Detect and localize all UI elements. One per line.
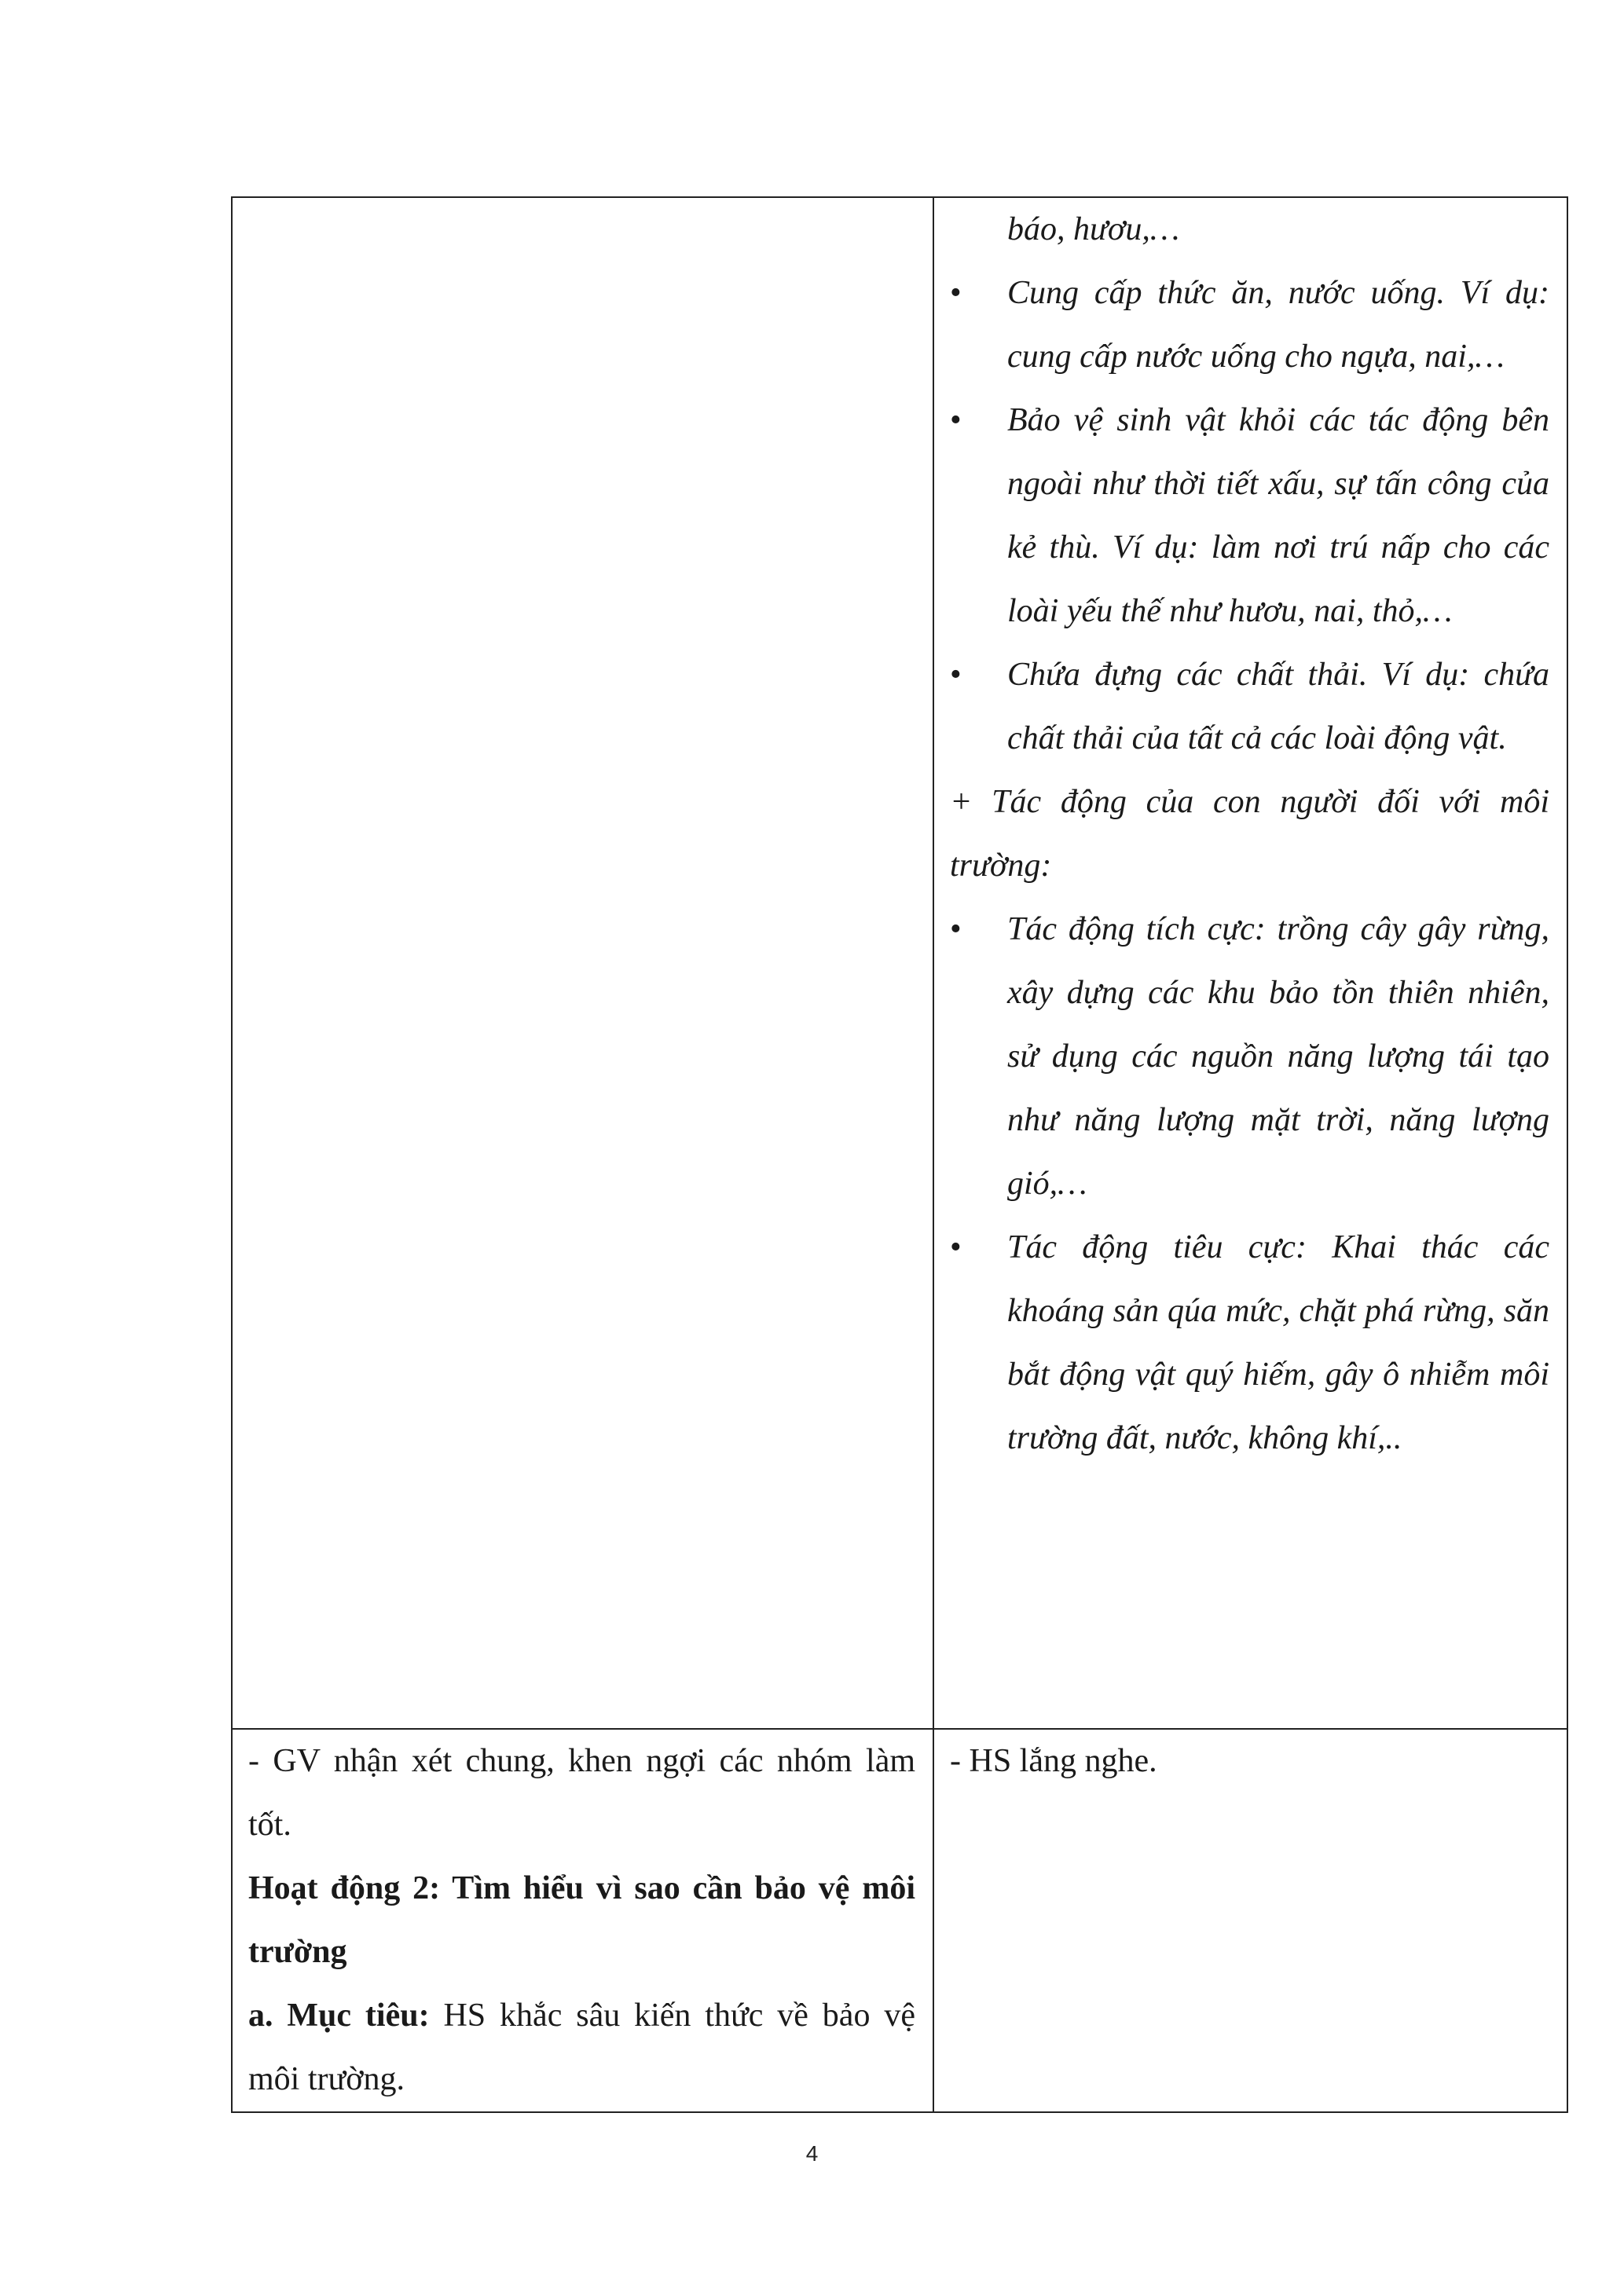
objective-text: HS khắc sâu kiến thức về bảo vệ môi trường. (248, 1998, 915, 2097)
objective-label: a. Mục tiêu: (248, 1998, 430, 2034)
list-item-text: Bảo vệ sinh vật khỏi các tác động bên ngoài như thời tiết xấu, sự tấn công của kẻ thù. Ví dụ: làm nơi trú nấp cho các loài yếu thế như hươu, nai, thỏ,… (1007, 402, 1549, 629)
teacher-activity-cell (232, 197, 933, 1729)
continued-text: báo, hươu,… (1007, 211, 1180, 247)
table-row (232, 1729, 1567, 2112)
list-item-text: Tác động tiêu cực: Khai thác các khoáng sản qúa mức, chặt phá rừng, săn bắt động vật quý hiếm, gây ô nhiễm môi trường đất, nước, không khí,.. (1007, 1229, 1549, 1456)
teacher-comment: - GV nhận xét chung, khen ngợi các nhóm làm tốt. (248, 1743, 915, 1843)
bullet-icon: • (950, 911, 962, 947)
bullet-icon: • (950, 657, 962, 693)
page-number: 4 (805, 2141, 819, 2166)
student-activity-cell (933, 197, 1567, 1729)
list-item-text: Cung cấp thức ăn, nước uống. Ví dụ: cung cấp nước uống cho ngựa, nai,… (1007, 275, 1549, 375)
list-item (950, 898, 1549, 1216)
list-item (950, 389, 1549, 643)
teacher-activity-cell (232, 1729, 933, 2112)
table-row (232, 197, 1567, 1729)
bullet-icon: • (950, 402, 962, 438)
human-impact-list (950, 898, 1549, 1470)
student-activity-cell (933, 1729, 1567, 2112)
student-response: - HS lắng nghe. (950, 1743, 1157, 1779)
list-item-text: Tác động tích cực: trồng cây gây rừng, xây dựng các khu bảo tồn thiên nhiên, sử dụng các nguồn năng lượng tái tạo như năng lượng mặt trời, năng lượng gió,… (1007, 911, 1549, 1202)
list-item (950, 1216, 1549, 1470)
list-item (950, 262, 1549, 389)
list-item-text: Chứa đựng các chất thải. Ví dụ: chứa chất thải của tất cả các loài động vật. (1007, 657, 1549, 756)
environment-roles-list (950, 262, 1549, 771)
bullet-icon: • (950, 275, 962, 311)
human-impact-heading: + Tác động của con người đối với môi trường: (950, 784, 1549, 884)
lesson-plan-table (231, 196, 1568, 2113)
objective-paragraph (248, 1984, 915, 2111)
list-item (950, 643, 1549, 771)
activity-title: Hoạt động 2: Tìm hiểu vì sao cần bảo vệ môi trường (248, 1870, 915, 1970)
bullet-icon: • (950, 1229, 962, 1265)
